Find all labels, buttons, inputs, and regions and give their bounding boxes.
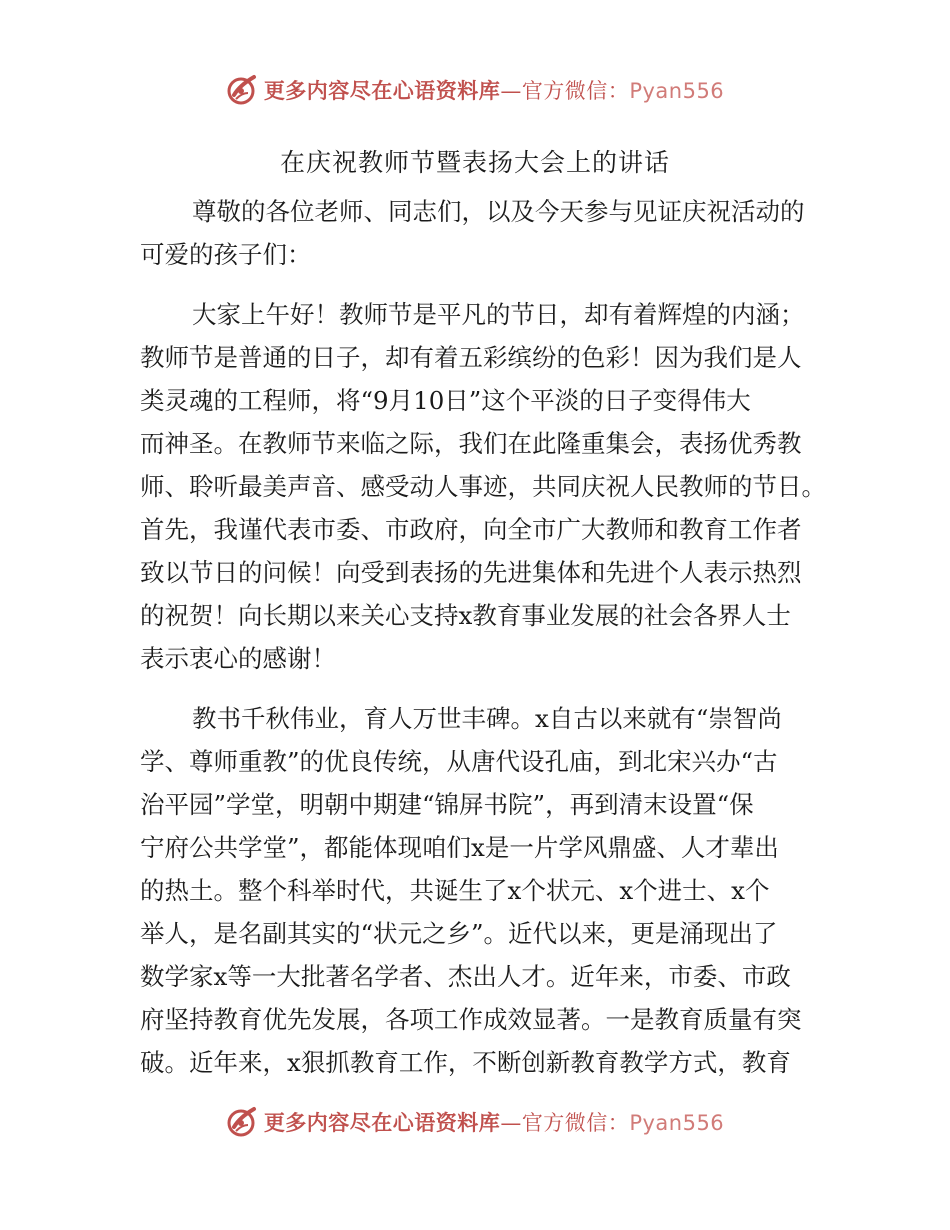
paragraph-line: 而神圣。在教师节来临之际，我们在此隆重集会，表扬优秀教 bbox=[140, 429, 802, 458]
brush-pen-logo-icon bbox=[226, 1105, 260, 1139]
paragraph-line: 的热土。整个科举时代，共诞生了x个状元、x个进士、x个 bbox=[140, 876, 770, 905]
paragraph-line: 府坚持教育优先发展，各项工作成效显著。一是教育质量有突 bbox=[140, 1005, 802, 1034]
watermark-slogan: 更多内容尽在心语资料库 bbox=[263, 1111, 501, 1135]
paragraph-line: 举人，是名副其实的“状元之乡”。近代以来，更是涌现出了 bbox=[140, 919, 778, 948]
paragraph-line: 治平园”学堂，明朝中期建“锦屏书院”，再到清末设置“保 bbox=[140, 790, 754, 819]
watermark-wechat-label: —官方微信： bbox=[500, 1111, 630, 1135]
watermark-text bbox=[264, 1107, 724, 1137]
paragraph-line: 大家上午好！教师节是平凡的节日，却有着辉煌的内涵； bbox=[192, 300, 805, 329]
paragraph-line: 首先，我谨代表市委、市政府，向全市广大教师和教育工作者 bbox=[140, 515, 802, 544]
watermark-wechat-label: —官方微信： bbox=[500, 79, 630, 103]
watermark-footer bbox=[0, 1102, 950, 1142]
document-title: 在庆祝教师节暨表扬大会上的讲话 bbox=[279, 148, 670, 177]
salutation-line: 尊敬的各位老师、同志们，以及今天参与见证庆祝活动的 bbox=[192, 197, 805, 226]
watermark-wechat-id: Pyan556 bbox=[629, 1111, 725, 1135]
watermark-text bbox=[264, 75, 724, 105]
document-body bbox=[140, 190, 826, 1084]
paragraph-line: 宁府公共学堂”，都能体现咱们x是一片学风鼎盛、人才辈出 bbox=[140, 833, 779, 862]
salutation-line: 可爱的孩子们： bbox=[140, 240, 312, 269]
paragraph-line: 数学家x等一大批著名学者、杰出人才。近年来，市委、市政 bbox=[140, 962, 791, 991]
paragraph-line: 师、聆听最美声音、感受动人事迹，共同庆祝人民教师的节日。 bbox=[140, 472, 826, 501]
paragraph-line: 类灵魂的工程师，将“9月10日”这个平淡的日子变得伟大 bbox=[140, 386, 751, 415]
paragraph-line: 教师节是普通的日子，却有着五彩缤纷的色彩！因为我们是人 bbox=[140, 343, 802, 372]
brush-pen-logo-icon bbox=[226, 73, 260, 107]
paragraph-line: 破。近年来，x狠抓教育工作，不断创新教育教学方式，教育 bbox=[140, 1048, 791, 1077]
watermark-wechat-id: Pyan556 bbox=[629, 79, 725, 103]
watermark-slogan: 更多内容尽在心语资料库 bbox=[263, 79, 501, 103]
paragraph-line: 教书千秋伟业，育人万世丰碑。x自古以来就有“崇智尚 bbox=[192, 704, 782, 733]
paragraph-line: 学、尊师重教”的优良传统，从唐代设孔庙，到北宋兴办“古 bbox=[140, 747, 778, 776]
watermark-header bbox=[0, 70, 950, 110]
paragraph-line: 的祝贺！向长期以来关心支持x教育事业发展的社会各界人士 bbox=[140, 601, 791, 630]
paragraph-line: 表示衷心的感谢！ bbox=[140, 644, 336, 673]
paragraph-line: 致以节日的问候！向受到表扬的先进集体和先进个人表示热烈 bbox=[140, 558, 802, 587]
